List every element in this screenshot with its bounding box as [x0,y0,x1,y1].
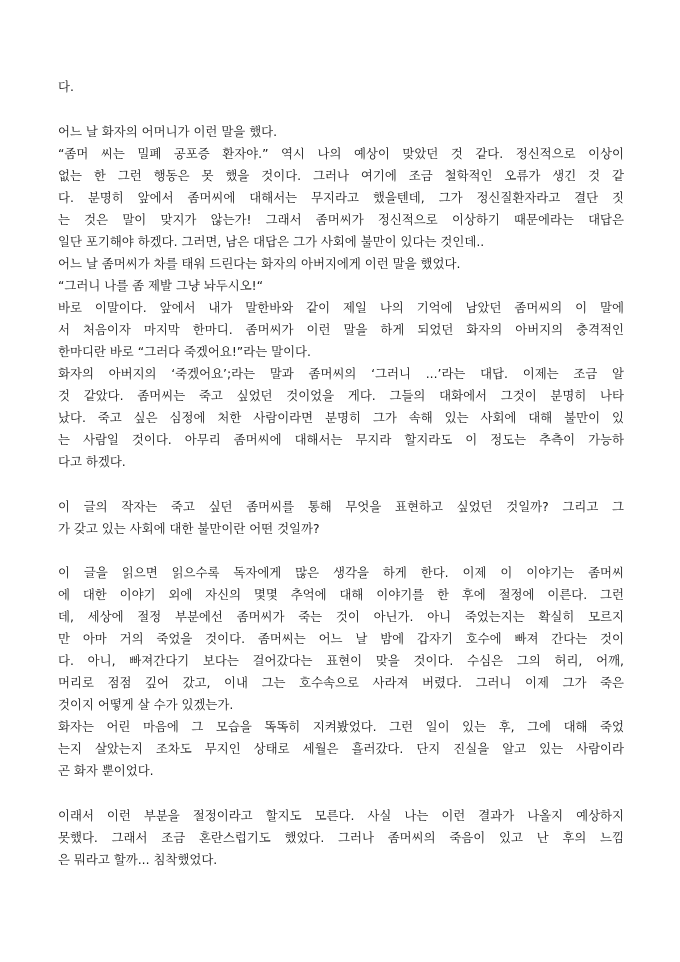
text-line: 가 갖고 있는 사회에 대한 불만이란 어떤 것일까? [58,521,320,536]
text-line: 화자는 어린 마음에 그 모습을 똑똑히 지켜봤었다. 그런 일이 있는 후, 그에 대해 죽었 [58,719,624,734]
text-line: 다고 하겠다. [58,454,126,469]
text-line: 화자의 아버지의 ‘죽겠어요’;라는 말과 좀머씨의 ‘그러니 ...’라는 대답. 이제는 조금 알 [58,366,624,381]
text-line: 는 사람일 것이다. 아무리 좀머씨에 대해서는 무지라 할지라도 이 정도는 추측이 가능하 [58,432,624,447]
text-line: 없는 한 그런 행동은 못 했을 것이다. 그러나 여기에 조금 철학적인 오류가 생긴 것 같 [58,168,624,183]
text-line: 만 아마 거의 죽었을 것이다. 좀머씨는 어느 날 밤에 갑자기 호수에 빠져 간다는 것이 [58,631,624,646]
text-line: 것이지 어떻게 살 수가 있겠는가. [58,697,234,712]
text-line: 다. 아니, 빠져간다기 보다는 걸어갔다는 표현이 맞을 것이다. 수심은 그의 허리, 어깨, [58,653,624,668]
text-line: “좀머 씨는 밀폐 공포증 환자야.” 역시 나의 예상이 맞았던 것 같다. 정신적으로 이상이 [58,146,624,161]
text-line: 바로 이말이다. 앞에서 내가 말한바와 같이 제일 나의 기억에 남았던 좀머씨의 이 말에 [58,300,624,315]
text-line: 에 대한 이야기 외에 자신의 몇몇 추억에 대해 이야기를 한 후에 절정에 이른다. 그런 [58,587,624,602]
text-line: 일단 포기해야 하겠다. 그러면, 남은 대답은 그가 사회에 불만이 있다는 것인데.. [58,234,485,249]
text-line: 한마디란 바로 “그러다 죽겠어요!”라는 말이다. [58,344,311,359]
text-line: 곤 화자 뿐이었다. [58,763,154,778]
text-line: 이래서 이런 부분을 절정이라고 할지도 모른다. 사실 나는 이런 결과가 나올지 예상하지 [58,808,624,823]
text-line: 다. 분명히 앞에서 좀머씨에 대해서는 무지라고 했을텐데, 그가 정신질환자라고 결단 짓 [58,190,624,205]
text-line: 어느 날 화자의 어머니가 이런 말을 했다. [58,124,278,139]
text-line: 났다. 죽고 싶은 심정에 처한 사람이라면 분명히 그가 속해 있는 사회에 대해 불만이 있 [58,410,624,425]
text-line: 은 뭐라고 할까... 침착했었다. [58,852,218,867]
text-line: 다. [58,79,74,94]
text-line: 데, 세상에 절정 부분에선 좀머씨가 죽는 것이 아닌가. 아니 죽었는지는 확실히 모르지 [58,609,624,624]
text-line: 어느 날 좀머씨가 차를 태워 드린다는 화자의 아버지에게 이런 말을 했었다. [58,256,461,271]
text-line: 는지 살았는지 조차도 무지인 상태로 세월은 흘러갔다. 단지 진실을 알고 있는 사람이라 [58,741,624,756]
text-line: 것 같았다. 좀머씨는 죽고 싶었던 것이었을 게다. 그들의 대화에서 그것이 분명히 나타 [58,388,624,403]
text-line: “그러니 나를 좀 제발 그냥 놔두시오!“ [58,278,264,293]
text-line: 는 것은 말이 맞지가 않는가! 그래서 좀머씨가 정신적으로 이상하기 때문에라는 대답은 [58,212,624,227]
text-line: 못했다. 그래서 조금 혼란스럽기도 했었다. 그러나 좀머씨의 죽음이 있고 난 후의 느낌 [58,830,624,845]
text-line: 이 글을 읽으면 읽으수록 독자에게 많은 생각을 하게 한다. 이제 이 이야기는 좀머씨 [58,565,624,580]
text-line: 서 처음이자 마지막 한마디. 좀머씨가 이런 말을 하게 되었던 화자의 아버지의 충격적인 [58,322,624,337]
text-line: 머리로 점점 깊어 갔고, 이내 그는 호수속으로 사라져 버렸다. 그러니 이제 그가 죽은 [58,675,624,690]
text-line: 이 글의 작자는 죽고 싶던 좀머씨를 통해 무엇을 표현하고 싶었던 것일까? 그리고 그 [58,499,624,514]
